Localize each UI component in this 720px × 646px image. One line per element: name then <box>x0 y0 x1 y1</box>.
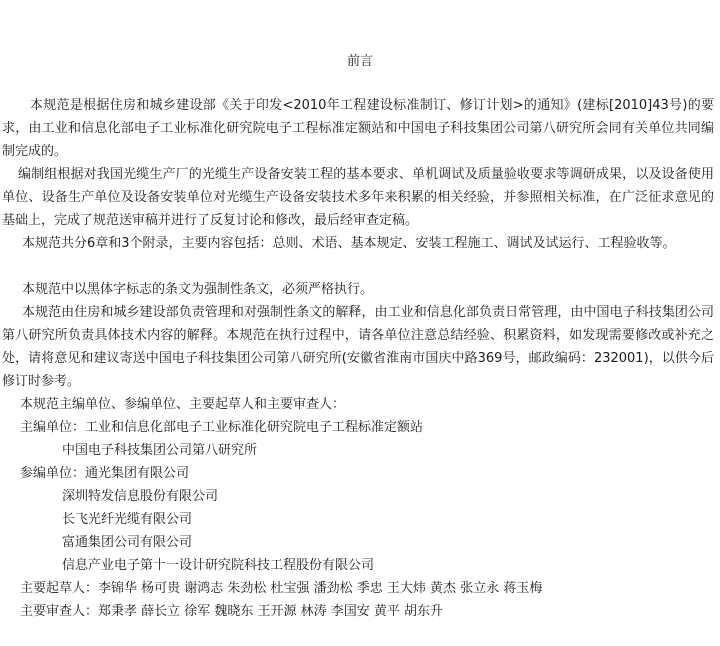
paragraph-management: 本规范由住房和城乡建设部负责管理和对强制性条文的解释，由工业和信息化部负责日常管理，由中国电子科技集团公司第八研究所负责具体技术内容的解释。本规范在执行过程中，请各单位注意总结经验、积累资料，如发现需要修改或补充之处，请将意见和建议寄送中国电子科技集团公司第八研究所(安徽省淮南市国庆中路369号，邮政编码：232001)，以供今后修订时参考。 <box>2 305 714 389</box>
chief-unit-line: 中国电子科技集团公司第八研究所 <box>62 443 258 458</box>
co-unit-line: 深圳特发信息股份有限公司 <box>62 489 219 504</box>
co-unit-line: 参编单位：通光集团有限公司 <box>20 466 190 481</box>
co-unit-line: 信息产业电子第十一设计研究院科技工程股份有限公司 <box>62 558 375 573</box>
drafters-line: 主要起草人：李锦华 杨可贵 谢鸿志 朱劲松 杜宝强 潘劲松 季忠 王大炜 黄杰 张立永 蒋玉梅 <box>20 581 543 596</box>
paragraph-mandatory: 本规范中以黑体字标志的条文为强制性条文，必须严格执行。 <box>22 282 374 297</box>
paragraph-basis: 本规范是根据住房和城乡建设部《关于印发<2010年工程建设标准制订、修订计划>的通知》(建标[2010]43号)的要求，由工业和信息化部电子工业标准化研究院电子工程标准定额站和中国电子科技集团公司第八研究所会同有关单位共同编制完成的。 <box>2 98 714 159</box>
co-unit-line: 长飞光纤光缆有限公司 <box>62 512 193 527</box>
co-unit-line: 富通集团公司有限公司 <box>62 535 193 550</box>
units-intro: 本规范主编单位、参编单位、主要起草人和主要审查人： <box>20 397 346 412</box>
reviewers-line: 主要审查人：郑秉孝 薛长立 徐军 魏晓东 王开源 林涛 李国安 黄平 胡东升 <box>20 604 444 619</box>
paragraph-contents: 本规范共分6章和3个附录，主要内容包括：总则、术语、基本规定、安装工程施工、调试及试运行、工程验收等。 <box>22 236 676 251</box>
page-title: 前言 <box>346 54 373 69</box>
chief-unit-line: 主编单位：工业和信息化部电子工业标准化研究院电子工程标准定额站 <box>20 420 424 435</box>
paragraph-compilation: 编制组根据对我国光缆生产厂的光缆生产设备安装工程的基本要求、单机调试及质量验收要求等调研成果，以及设备使用单位、设备生产单位及设备安装单位对光缆生产设备安装技术多年来积累的相关经验，并参照相关标准，在广泛征求意见的基础上，完成了规范送审稿并进行了反复讨论和修改，最后经审查定稿。 <box>2 167 714 228</box>
